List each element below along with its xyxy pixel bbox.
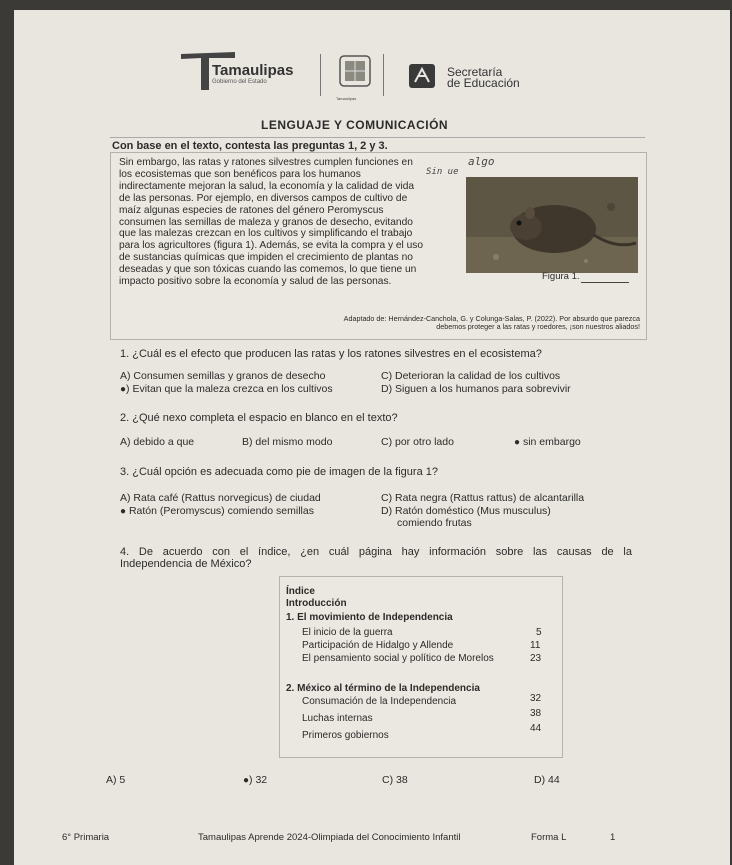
state-seal-icon [336, 54, 374, 94]
index-page: 11 [530, 640, 541, 651]
index-page: 23 [530, 653, 542, 664]
q1-option-b[interactable]: ●) Evitan que la maleza crezca en los cultivos [120, 383, 333, 395]
q2-option-b[interactable]: B) del mismo modo [242, 436, 333, 448]
q2-option-a[interactable]: A) debido a que [120, 436, 195, 448]
q3-option-b[interactable]: ● Ratón (Peromyscus) comiendo semillas [120, 505, 314, 517]
marked-answer-icon: ● [514, 437, 521, 448]
index-item: Participación de Hidalgo y Allende [302, 640, 454, 651]
q2-option-c[interactable]: C) por otro lado [381, 436, 454, 448]
mouse-photo-icon [466, 177, 638, 273]
q1-option-c[interactable]: C) Deterioran la calidad de los cultivos [381, 370, 561, 382]
index-item: Luchas internas [302, 713, 373, 724]
reading-paragraph: Sin embargo, las ratas y ratones silvestres cumplen funciones en los ecosistemas que son benéficos para los humanos indirectamente mejoran la salud, la economía y la calidad de vida de las personas. Por ejemplo, en diversos campos de cultivo de maíz algunas especies de ratones del género Peromyscus consumen las semillas de maleza y granos de desecho, evitando que las malezas crezcan en los cultivos y simplificando el trabajo para los agricultores (figura 1). Además, se evita la compra y el uso de sustancias químicas que impiden el crecimiento de plantas no deseadas y que son tóxicas cuando las comemos, lo que tiene un impacto positivo sobre la economía y salud de las personas. [119, 157, 424, 288]
sep-logo-icon [409, 64, 435, 88]
table-of-contents [279, 576, 563, 758]
index-title: Índice [286, 586, 315, 597]
reading-box [110, 152, 647, 340]
q4-option-c[interactable]: C) 38 [382, 774, 408, 786]
footer-page-number: 1 [610, 832, 616, 843]
index-item: El inicio de la guerra [302, 627, 393, 638]
brand-subtitle: Gobierno del Estado [212, 79, 267, 85]
source-citation: Adaptado de: Hernández-Canchola, G. y Colunga-Salas, P. (2022). Por absurdo que parezca debemos proteger a las ratas y roedores, ¡son nuestros aliados! [343, 314, 640, 332]
exam-page [14, 10, 730, 865]
divider [110, 137, 645, 138]
marked-answer-icon: ● [120, 384, 127, 395]
q4-option-b[interactable]: ●) 32 [243, 774, 268, 786]
instruction: Con base en el texto, contesta las preguntas 1, 2 y 3. [112, 140, 388, 152]
header-divider [320, 54, 321, 96]
seal-label: Tamaulipas [336, 96, 357, 101]
index-page: 44 [530, 723, 542, 734]
brand-name: Tamaulipas [212, 62, 294, 79]
figure-caption: Figura 1. [542, 271, 580, 282]
q2-option-d[interactable]: ● sin embargo [514, 436, 581, 448]
index-page: 38 [530, 708, 542, 719]
q4-option-d[interactable]: D) 44 [534, 774, 560, 786]
marked-answer-icon: ● [120, 506, 127, 517]
q3-option-d[interactable]: D) Ratón doméstico (Mus musculus) comiendo frutas [381, 505, 551, 529]
footer-grade: 6° Primaria [62, 832, 110, 843]
question-3: 3. ¿Cuál opción es adecuada como pie de imagen de la figura 1? [120, 466, 438, 478]
caption-blank [581, 282, 629, 283]
index-intro: Introducción [286, 598, 347, 609]
index-chapter-2: 2. México al término de la Independencia [286, 683, 480, 694]
index-item: Primeros gobiernos [302, 730, 389, 741]
q1-option-d[interactable]: D) Siguen a los humanos para sobrevivir [381, 383, 571, 395]
question-1: 1. ¿Cuál es el efecto que producen las ratas y los ratones silvestres en el ecosistema? [120, 348, 542, 360]
index-item: El pensamiento social y político de Morelos [302, 653, 494, 664]
index-page: 5 [536, 627, 542, 638]
q1-option-a[interactable]: A) Consumen semillas y granos de desecho [120, 370, 326, 382]
index-page: 32 [530, 693, 542, 704]
marked-answer-icon: ● [243, 775, 250, 786]
section-title: LENGUAJE Y COMUNICACIÓN [261, 118, 449, 132]
footer-program: Tamaulipas Aprende 2024-Olimpiada del Conocimiento Infantil [198, 832, 461, 843]
footer-form: Forma L [531, 832, 567, 843]
header-divider [383, 54, 384, 96]
index-item: Consumación de la Independencia [302, 696, 456, 707]
handwritten-note: algo [468, 155, 495, 168]
index-chapter-1: 1. El movimiento de Independencia [286, 612, 453, 623]
figure-1-mouse-photo [466, 177, 638, 273]
q4-option-a[interactable]: A) 5 [106, 774, 126, 786]
question-4: 4. De acuerdo con el índice, ¿en cuál página hay información sobre las causas de la Independencia de México? [120, 546, 632, 570]
q3-option-c[interactable]: C) Rata negra (Rattus rattus) de alcantarilla [381, 492, 585, 504]
q3-option-a[interactable]: A) Rata café (Rattus norvegicus) de ciudad [120, 492, 321, 504]
handwritten-note: Sin ue [426, 167, 459, 177]
secretaria-title: Secretaría de Educación [447, 65, 520, 90]
question-2: 2. ¿Qué nexo completa el espacio en blanco en el texto? [120, 412, 398, 424]
